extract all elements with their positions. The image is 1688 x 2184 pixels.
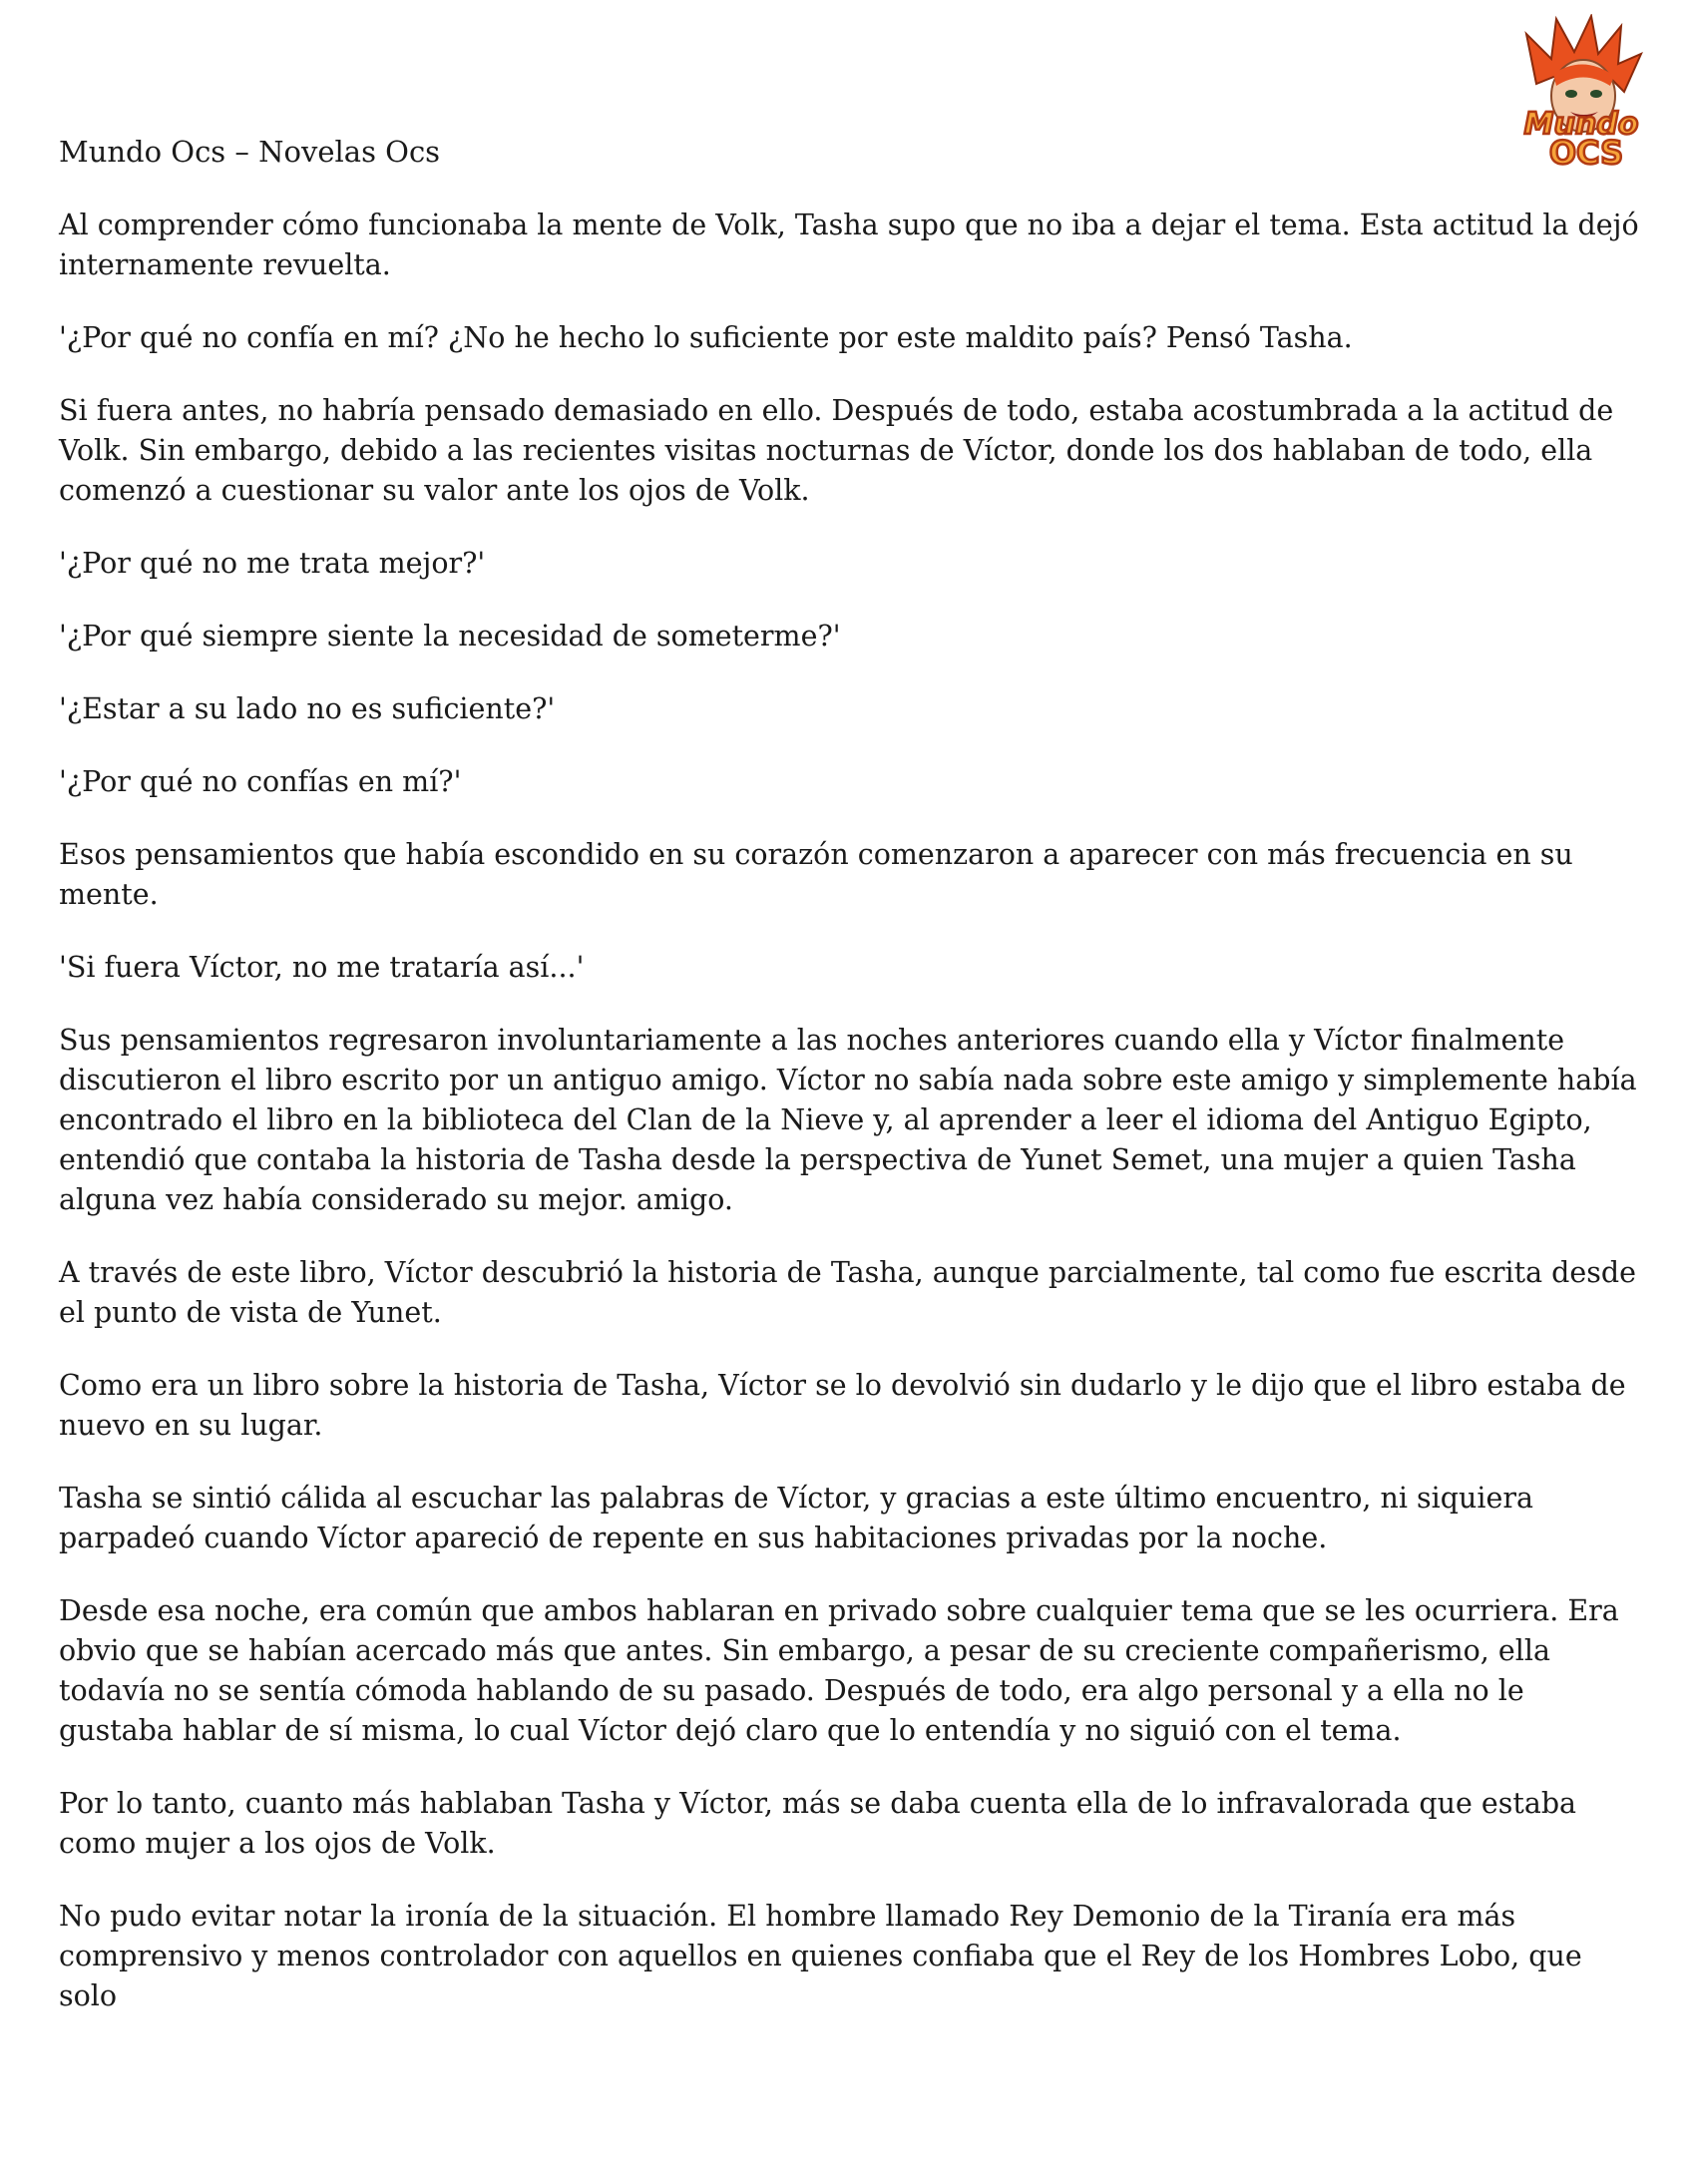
paragraph: A través de este libro, Víctor descubrió la historia de Tasha, aunque parcialmente, tal como fue escrita desde el punto de vista de Yunet. <box>59 1256 1636 1329</box>
paragraph: Esos pensamientos que había escondido en su corazón comenzaron a aparecer con más frecuencia en su mente. <box>59 838 1573 911</box>
paragraph: Sus pensamientos regresaron involuntariamente a las noches anteriores cuando ella y Víctor finalmente discutieron el libro escrito por un antiguo amigo. Víctor no sabía nada sobre este amigo y simplemente había encontrado el libro en la biblioteca del Clan de la Nieve y, al aprender a leer el idioma del Antiguo Egipto, entendió que contaba la historia de Tasha desde la perspectiva de Yunet Semet, una mujer a quien Tasha alguna vez había considerado su mejor. amigo. <box>59 1024 1637 1216</box>
paragraph: Por lo tanto, cuanto más hablaban Tasha y Víctor, más se daba cuenta ella de lo infravalorada que estaba como mujer a los ojos de Volk. <box>59 1787 1577 1860</box>
paragraph: '¿Por qué no me trata mejor?' <box>59 547 486 580</box>
logo-text <box>1524 107 1639 172</box>
paragraph: Como era un libro sobre la historia de Tasha, Víctor se lo devolvió sin dudarlo y le dijo que el libro estaba de nuevo en su lugar. <box>59 1369 1626 1442</box>
paragraph: Desde esa noche, era común que ambos hablaran en privado sobre cualquier tema que se les ocurriera. Era obvio que se habían acercado más que antes. Sin embargo, a pesar de su creciente compañerismo, ella todavía no se sentía cómoda hablando de su pasado. Después de todo, era algo personal y a ella no le gustaba hablar de sí misma, lo cual Víctor dejó claro que lo entendía y no siguió con el tema. <box>59 1594 1619 1747</box>
mundo-ocs-logo <box>1506 14 1656 174</box>
paragraph: Al comprender cómo funcionaba la mente de Volk, Tasha supo que no iba a dejar el tema. Esta actitud la dejó internamente revuelta. <box>59 209 1639 281</box>
paragraph: '¿Por qué siempre siente la necesidad de someterme?' <box>59 620 841 653</box>
logo-text-line2: OCS <box>1548 134 1624 172</box>
body-text <box>59 206 1645 2049</box>
paragraph: Tasha se sintió cálida al escuchar las palabras de Víctor, y gracias a este último encuentro, ni siquiera parpadeó cuando Víctor apareció de repente en sus habitaciones privadas por la noche. <box>59 1482 1533 1554</box>
mundo-ocs-logo-icon <box>1506 14 1656 174</box>
paragraph: '¿Por qué no confía en mí? ¿No he hecho lo suficiente por este maldito país? Pensó Tasha. <box>59 321 1353 354</box>
logo-text-line1: Mundo <box>1523 107 1639 142</box>
paragraph: '¿Estar a su lado no es suficiente?' <box>59 692 556 725</box>
paragraph: No pudo evitar notar la ironía de la situación. El hombre llamado Rey Demonio de la Tiranía era más comprensivo y menos controlador con aquellos en quienes confiaba que el Rey de los Hombres Lobo, que solo <box>59 1900 1582 2012</box>
paragraph: Si fuera antes, no habría pensado demasiado en ello. Después de todo, estaba acostumbrada a la actitud de Volk. Sin embargo, debido a las recientes visitas nocturnas de Víctor, donde los dos hablaban de todo, ella comenzó a cuestionar su valor ante los ojos de Volk. <box>59 394 1614 507</box>
page-header-title: Mundo Ocs – Novelas Ocs <box>59 135 441 169</box>
paragraph: '¿Por qué no confías en mí?' <box>59 765 462 798</box>
paragraph: 'Si fuera Víctor, no me trataría así...' <box>59 951 585 984</box>
